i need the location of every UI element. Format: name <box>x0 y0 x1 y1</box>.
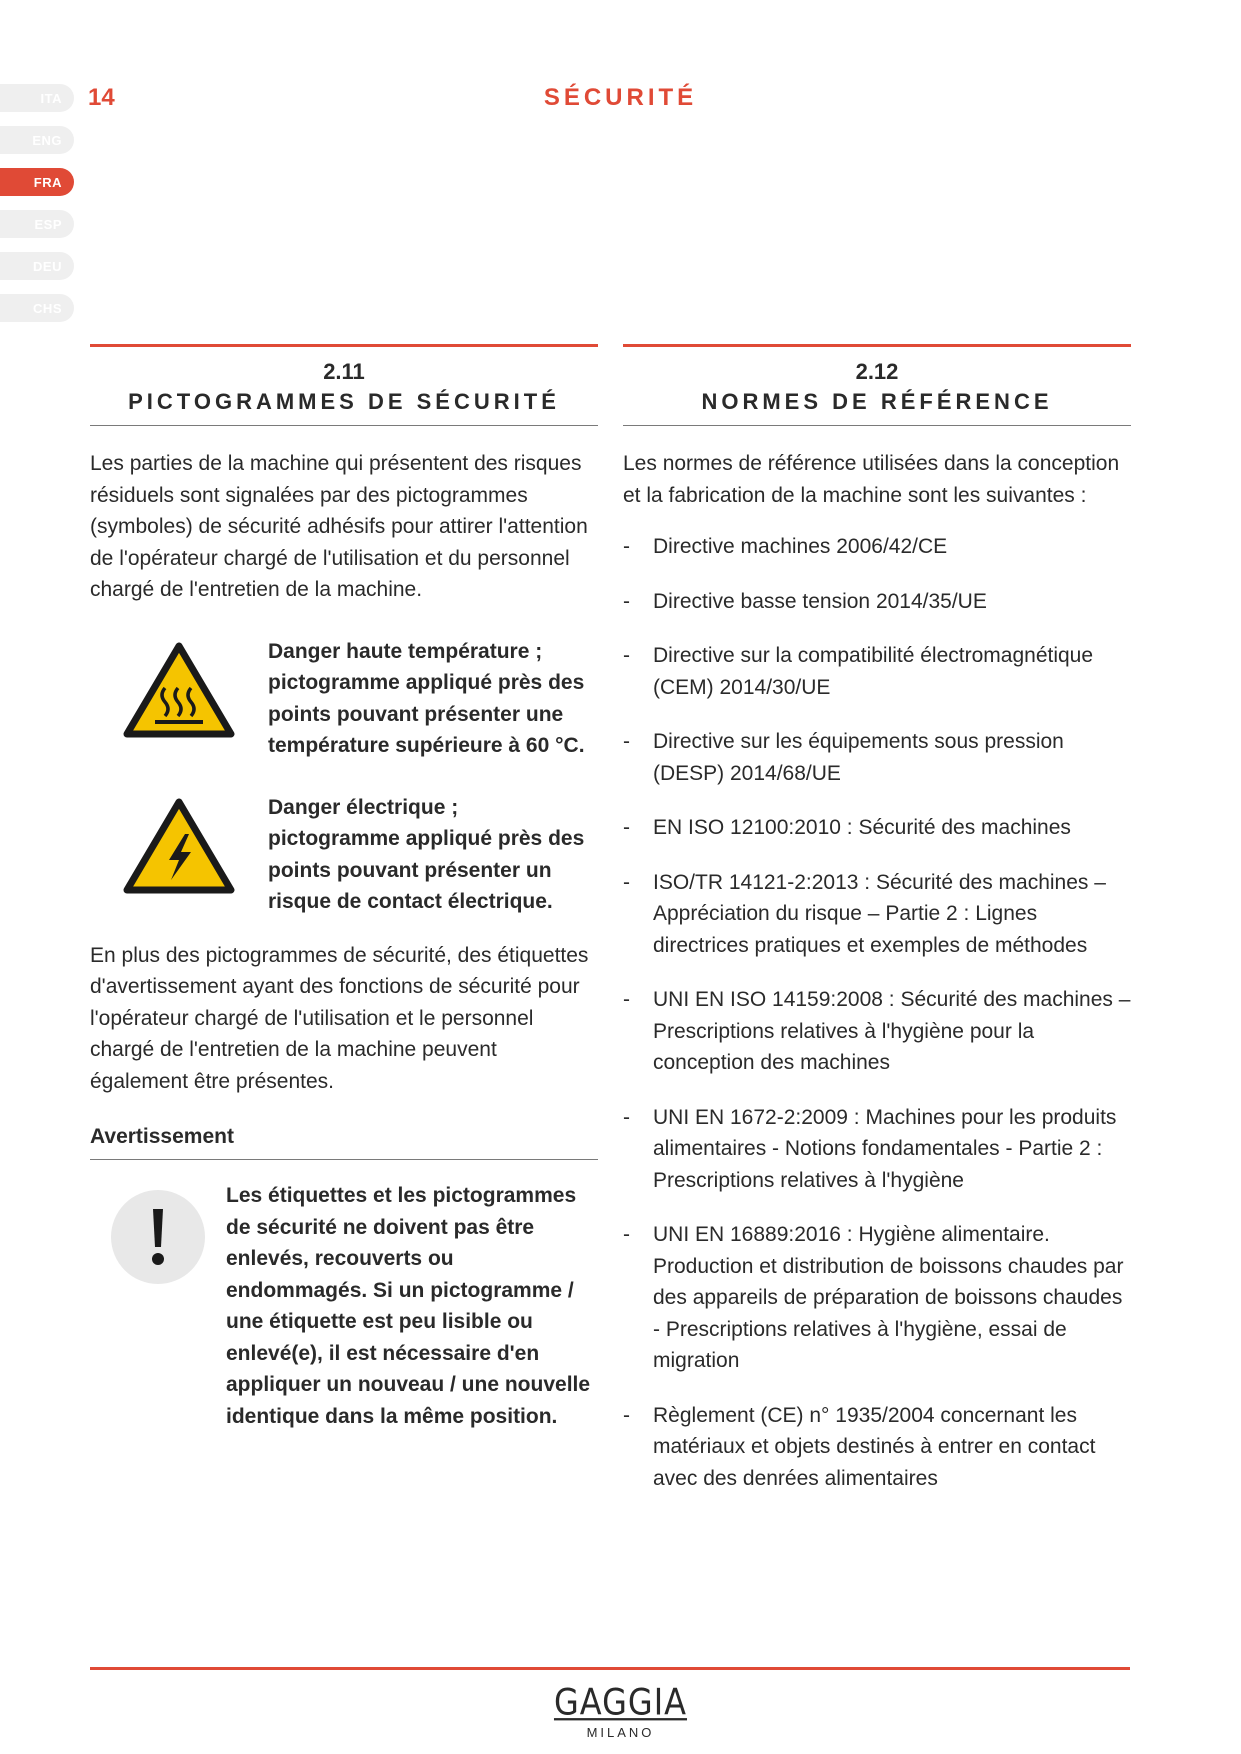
section-norms <box>623 344 1131 1517</box>
additional-paragraph: En plus des pictogrammes de sécurité, des étiquettes d'avertissement ayant des fonctions de sécurité pour l'opérateur chargé de l'utilisation et le personnel chargé de l'entretien de la machine peuvent également être présentes. <box>90 943 589 1093</box>
lang-tab-chs[interactable]: CHS <box>0 294 74 322</box>
list-item: - ISO/TR 14121-2:2013 : Sécurité des machines – Appréciation du risque – Partie 2 : Lignes directrices pratiques et exemples de méthodes <box>623 870 1106 957</box>
section-title: NORMES DE RÉFÉRENCE <box>701 389 1053 414</box>
section-header <box>623 344 1131 426</box>
list-item: - Directive sur les équipements sous pression (DESP) 2014/68/UE <box>623 730 1064 785</box>
list-item: - UNI EN 1672-2:2009 : Machines pour les produits alimentaires - Notions fondamentales - Partie 2 : Prescriptions relatives à l'hygiène <box>623 1105 1117 1192</box>
lang-tab-eng[interactable]: ENG <box>0 126 74 154</box>
section-pictograms <box>90 344 598 1432</box>
section-title: PICTOGRAMMES DE SÉCURITÉ <box>128 389 560 414</box>
exclamation-icon <box>111 1190 205 1284</box>
pictogram-item <box>90 636 598 762</box>
list-item: - Directive machines 2006/42/CE <box>623 535 948 558</box>
page-number: 14 <box>88 84 115 111</box>
lang-tab-deu[interactable]: DEU <box>0 252 74 280</box>
norms-intro: Les normes de référence utilisées dans la conception et la fabrication de la machine sont les suivantes : <box>623 452 1120 507</box>
intro-paragraph: Les parties de la machine qui présentent des risques résiduels sont signalées par des pictogrammes (symboles) de sécurité adhésifs pour attirer l'attention de l'opérateur chargé de l'utilisation et du personnel chargé de l'entretien de la machine. <box>90 452 588 601</box>
list-item: - UNI EN 16889:2016 : Hygiène alimentaire. Production et distribution de boissons chaudes par des appareils de préparation de boissons chaudes - Prescriptions relatives à l'hygiène, essai de migration <box>623 1223 1124 1372</box>
gaggia-logo <box>0 1680 1241 1740</box>
section-number: 2.12 <box>855 359 899 384</box>
footer-divider <box>90 1667 1130 1670</box>
warning-text: Les étiquettes et les pictogrammes de sécurité ne doivent pas être enlevés, recouverts ou endommagés. Si un pictogramme / une étiquette est peu lisible ou enlevé(e), il est nécessaire d'en appliquer un nouveau / une nouvelle identique dans la même position. <box>226 1184 591 1428</box>
list-item: - EN ISO 12100:2010 : Sécurité des machines <box>623 816 1071 839</box>
language-tabs <box>0 84 76 336</box>
list-item: - UNI EN ISO 14159:2008 : Sécurité des machines – Prescriptions relatives à l'hygiène pour la conception des machines <box>623 988 1131 1074</box>
logo-subtitle: MILANO <box>586 1725 655 1740</box>
list-item: - Directive sur la compatibilité électromagnétique (CEM) 2014/30/UE <box>623 644 1094 699</box>
lang-tab-ita[interactable]: ITA <box>0 84 74 112</box>
hot-surface-warning-icon <box>121 640 237 740</box>
lang-tab-esp[interactable]: ESP <box>0 210 74 238</box>
pictogram-description: Danger électrique ; pictogramme appliqué près des points pouvant présenter un risque de contact électrique. <box>268 795 585 913</box>
logo-wordmark: GAGGIA <box>553 1680 688 1724</box>
electric-hazard-warning-icon <box>121 796 237 896</box>
lang-tab-fra[interactable]: FRA <box>0 168 74 196</box>
norms-list <box>623 531 1131 1494</box>
pictogram-description: Danger haute température ; pictogramme appliqué près des points pouvant présenter une température supérieure à 60 °C. <box>268 639 585 757</box>
list-item: - Directive basse tension 2014/35/UE <box>623 589 987 613</box>
warning-heading: Avertissement <box>90 1125 598 1160</box>
pictogram-item <box>90 792 598 918</box>
list-item: - Règlement (CE) n° 1935/2004 concernant les matériaux et objets destinés à entrer en contact avec des denrées alimentaires <box>623 1403 1096 1490</box>
section-number: 2.11 <box>323 359 365 384</box>
page-title: SÉCURITÉ <box>543 84 698 111</box>
section-header <box>90 344 598 426</box>
warning-box <box>90 1180 598 1432</box>
